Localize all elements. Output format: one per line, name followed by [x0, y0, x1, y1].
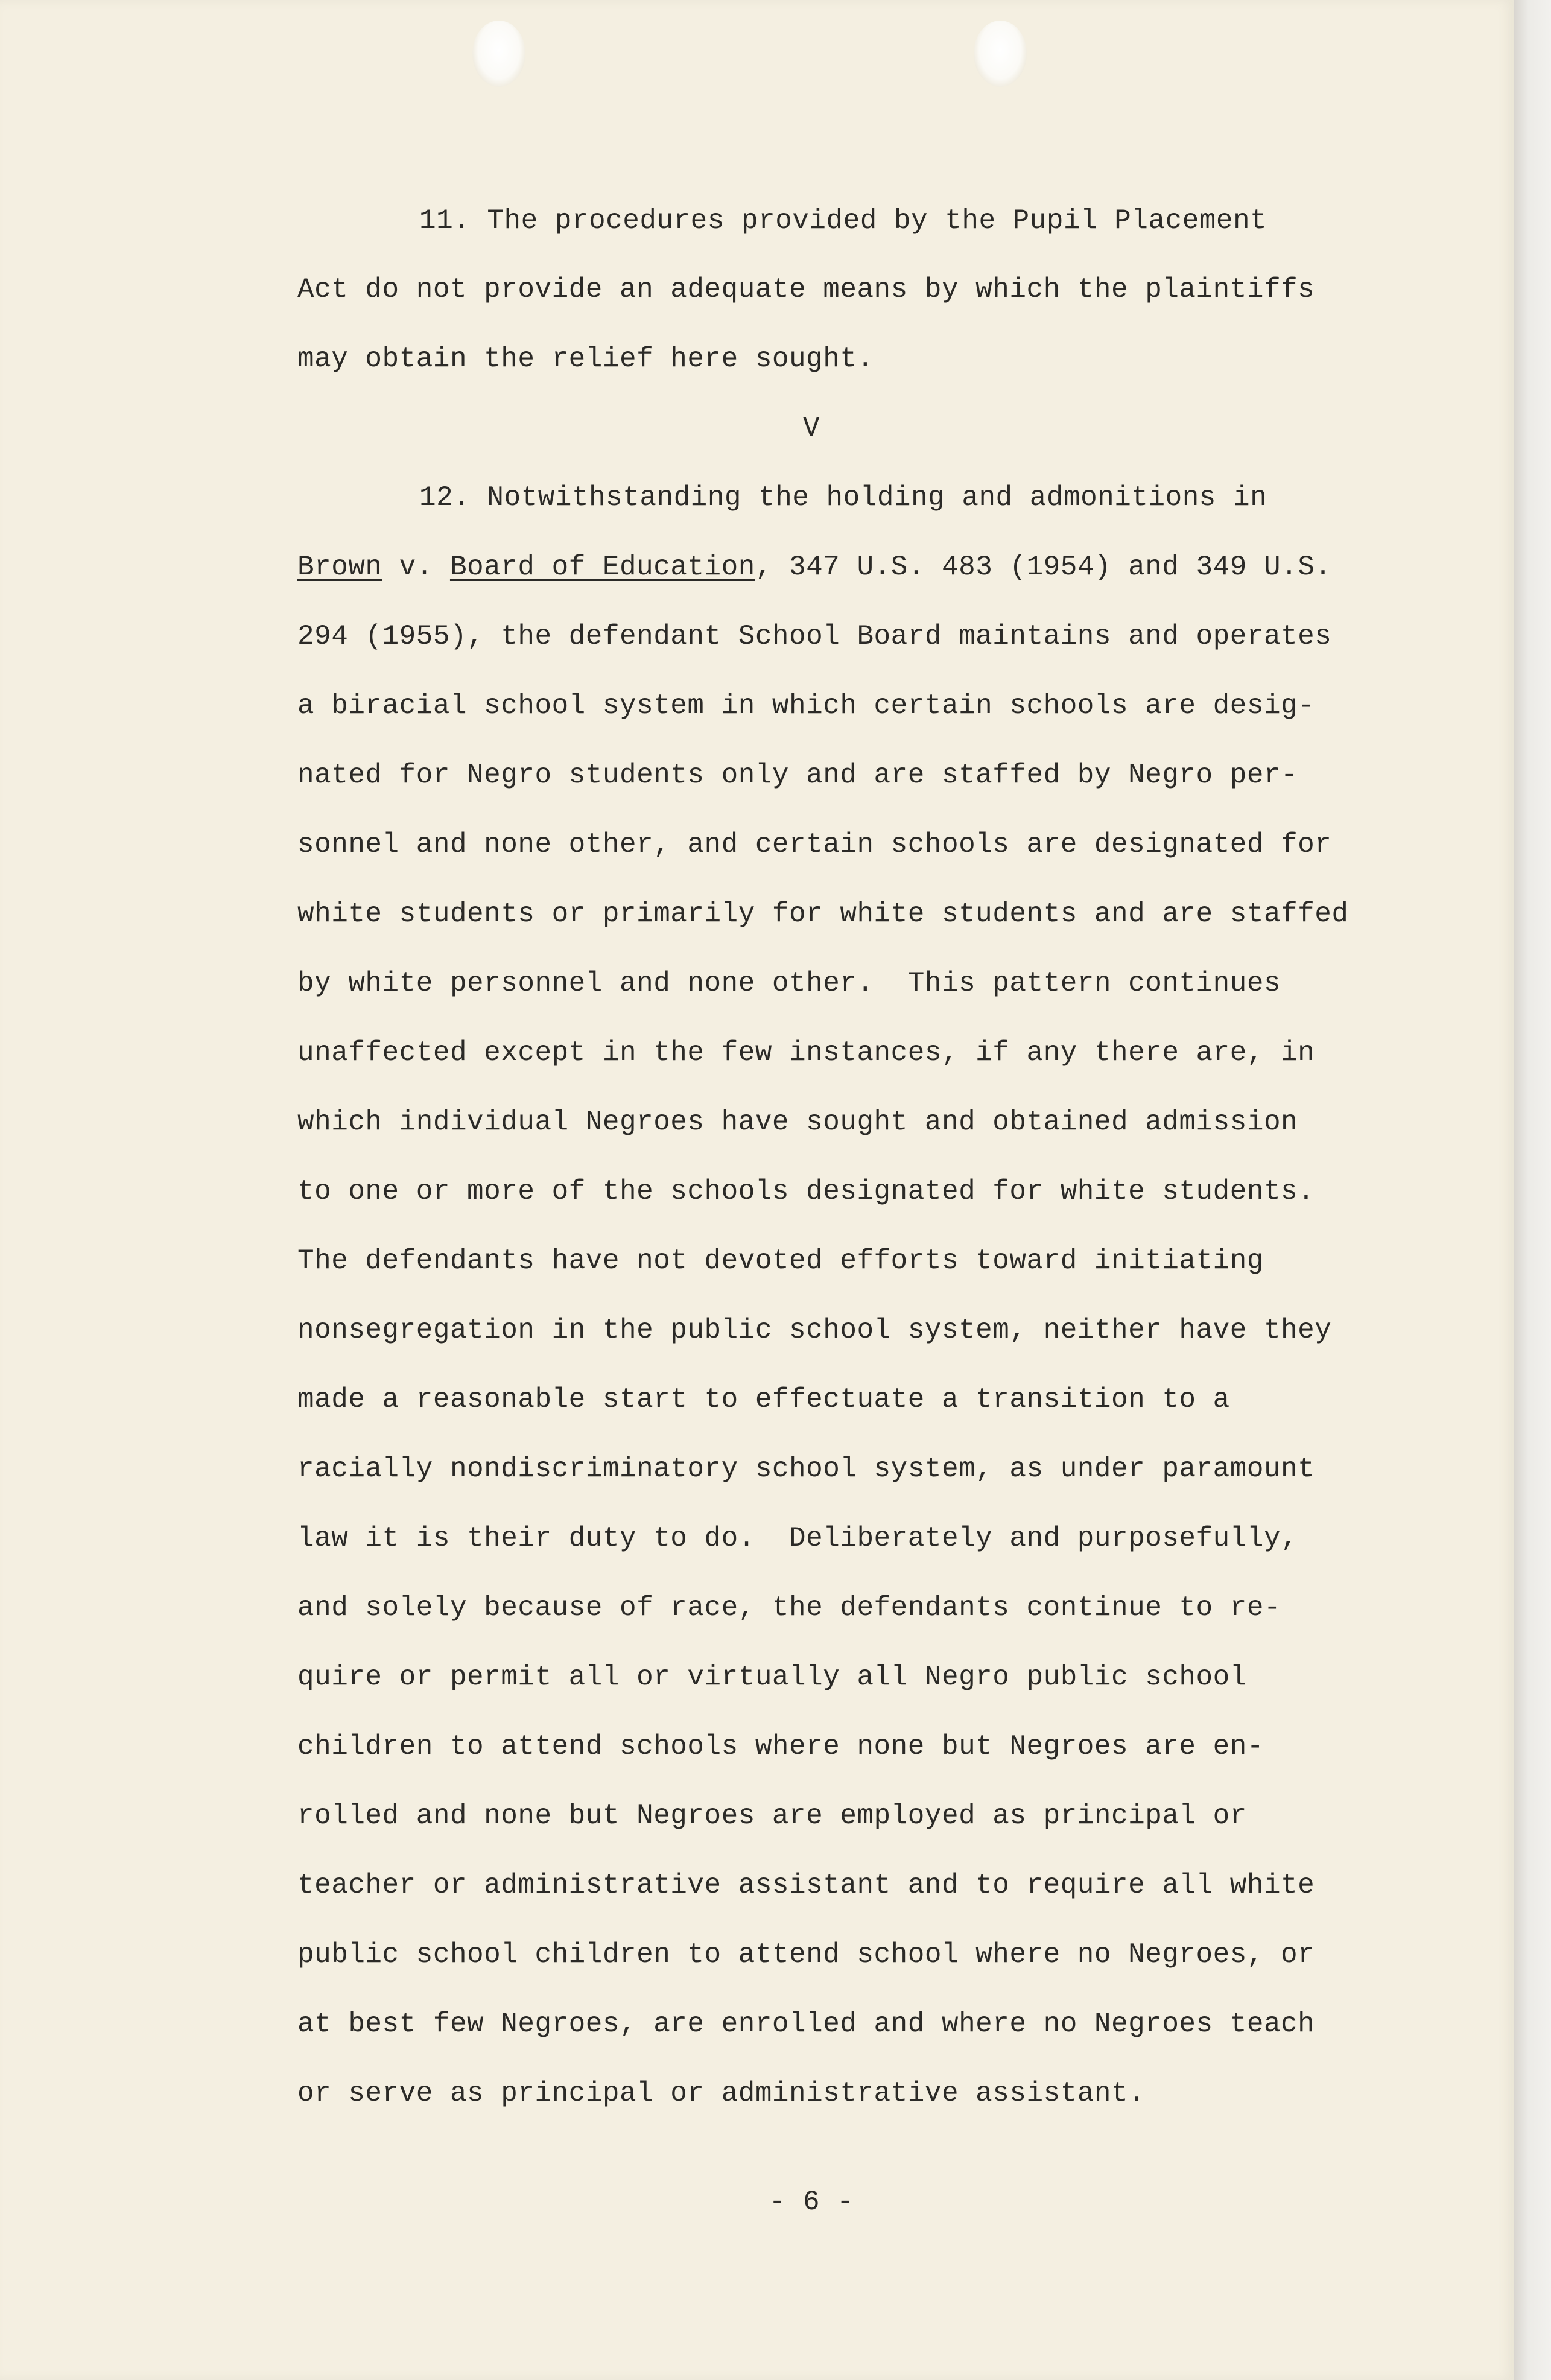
- paragraph-12-line: quire or permit all or virtually all Negro public school: [297, 1661, 1247, 1693]
- paragraph-12-line: sonnel and none other, and certain schools are designated for: [297, 829, 1332, 860]
- paragraph-12-line: which individual Negroes have sought and obtained admission: [297, 1106, 1298, 1138]
- paragraph-11-line: may obtain the relief here sought.: [297, 343, 874, 375]
- paragraph-12-line: The defendants have not devoted efforts toward initiating: [297, 1245, 1264, 1277]
- paragraph-12-line: law it is their duty to do. Deliberately and purposefully,: [297, 1523, 1298, 1554]
- paragraph-11-line: 11. The procedures provided by the Pupil Placement: [419, 205, 1267, 236]
- versus: v.: [382, 551, 450, 583]
- paragraph-12-line: children to attend schools where none but Negroes are en-: [297, 1731, 1264, 1762]
- paragraph-12-line: racially nondiscriminatory school system, as under paramount: [297, 1453, 1315, 1485]
- paragraph-12-line: nated for Negro students only and are staffed by Negro per-: [297, 760, 1298, 791]
- citation-rest: , 347 U.S. 483 (1954) and 349 U.S.: [755, 551, 1332, 583]
- paragraph-12-line: to one or more of the schools designated for white students.: [297, 1176, 1315, 1207]
- paragraph-12-line: public school children to attend school where no Negroes, or: [297, 1939, 1315, 1970]
- paragraph-12-line: at best few Negroes, are enrolled and where no Negroes teach: [297, 2008, 1315, 2040]
- paragraph-12-line: by white personnel and none other. This pattern continues: [297, 968, 1281, 999]
- paragraph-12-citation-line: [297, 549, 1331, 585]
- paragraph-12-line: or serve as principal or administrative assistant.: [297, 2078, 1146, 2109]
- page-number: - 6 -: [769, 2186, 854, 2218]
- paragraph-12-line: rolled and none but Negroes are employed as principal or: [297, 1800, 1247, 1832]
- paragraph-12-line: unaffected except in the few instances, if any there are, in: [297, 1037, 1315, 1068]
- paragraph-12-line: 12. Notwithstanding the holding and admonitions in: [419, 482, 1267, 513]
- paragraph-11-line: Act do not provide an adequate means by which the plaintiffs: [297, 274, 1315, 305]
- paragraph-12-line: white students or primarily for white students and are staffed: [297, 898, 1349, 930]
- paragraph-12-line: teacher or administrative assistant and to require all white: [297, 1870, 1315, 1901]
- background-edge: [1514, 0, 1551, 2380]
- paragraph-12-line: and solely because of race, the defendants continue to re-: [297, 1592, 1281, 1623]
- paragraph-12-line: made a reasonable start to effectuate a transition to a: [297, 1384, 1230, 1415]
- paragraph-12-line: 294 (1955), the defendant School Board maintains and operates: [297, 621, 1332, 652]
- paragraph-12-line: nonsegregation in the public school system, neither have they: [297, 1315, 1332, 1346]
- paragraph-12-line: a biracial school system in which certain schools are desig-: [297, 690, 1315, 722]
- section-heading: V: [802, 413, 820, 444]
- case-name-brown: Brown: [297, 551, 382, 583]
- case-name-board-of-education: Board of Education: [449, 551, 755, 583]
